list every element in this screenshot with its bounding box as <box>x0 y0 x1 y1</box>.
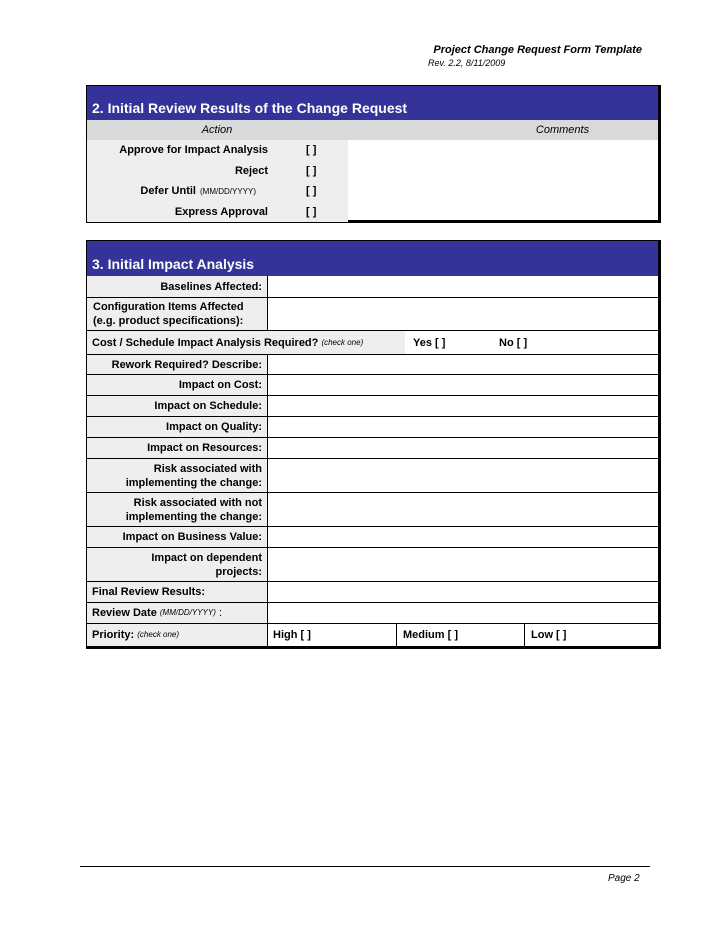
review-comment-field[interactable] <box>348 202 658 223</box>
risk-with-label: Risk associated with implementing the change: <box>87 459 268 492</box>
document-title: Project Change Request Form Template <box>433 44 642 56</box>
risk-without-field[interactable] <box>268 493 658 526</box>
review-comment-field[interactable] <box>348 140 658 161</box>
review-option-row[interactable] <box>87 161 658 182</box>
impact-dependent-field[interactable] <box>268 548 658 581</box>
review-option-row[interactable] <box>87 181 658 202</box>
review-option-checkbox[interactable]: [ ] <box>268 181 348 202</box>
impact-business-label: Impact on Business Value: <box>87 527 268 547</box>
yes-checkbox[interactable]: Yes [ ] <box>413 336 446 349</box>
final-review-field[interactable] <box>268 582 658 602</box>
review-option-label: Approve for Impact Analysis <box>119 144 268 157</box>
priority-high-checkbox[interactable]: High [ ] <box>268 624 397 646</box>
risk-with-field[interactable] <box>268 459 658 492</box>
baselines-field[interactable] <box>268 276 658 297</box>
no-checkbox[interactable]: No [ ] <box>499 336 528 349</box>
review-option-row[interactable] <box>87 202 658 223</box>
risk-without-row <box>87 492 658 526</box>
review-option-checkbox[interactable]: [ ] <box>268 140 348 161</box>
cost-schedule-row <box>87 330 658 354</box>
impact-dependent-label: Impact on dependent projects: <box>87 548 268 581</box>
review-date-format: (MM/DD/YYYY) <box>159 608 216 617</box>
risk-with-row <box>87 458 658 492</box>
impact-schedule-label: Impact on Schedule: <box>87 396 268 416</box>
review-option-checkbox[interactable]: [ ] <box>268 161 348 182</box>
rework-row <box>87 354 658 374</box>
impact-resources-field[interactable] <box>268 438 658 458</box>
review-option-label: Express Approval <box>174 205 268 218</box>
priority-label: Priority: <box>92 629 135 641</box>
impact-resources-row <box>87 437 658 458</box>
priority-medium-checkbox[interactable]: Medium [ ] <box>397 624 525 646</box>
priority-row <box>87 623 658 646</box>
check-one-hint: (check one) <box>321 338 364 347</box>
page-number: Page 2 <box>608 873 640 884</box>
document-revision: Rev. 2.2, 8/11/2009 <box>428 58 506 68</box>
section-3-title: 3. Initial Impact Analysis <box>87 241 658 276</box>
priority-label-cell <box>87 624 268 646</box>
review-date-label-cell <box>87 603 268 623</box>
priority-low-checkbox[interactable]: Low [ ] <box>531 629 567 641</box>
impact-quality-row <box>87 416 658 437</box>
impact-dependent-row <box>87 547 658 581</box>
footer-divider <box>80 866 650 867</box>
comments-column-header: Comments <box>535 124 590 136</box>
review-comment-field[interactable] <box>348 181 658 202</box>
review-date-label: Review Date <box>92 607 157 619</box>
impact-business-row <box>87 526 658 547</box>
impact-cost-row <box>87 374 658 395</box>
impact-resources-label: Impact on Resources: <box>87 438 268 458</box>
impact-business-field[interactable] <box>268 527 658 547</box>
review-date-colon: : <box>218 607 222 619</box>
config-items-label: Configuration Items Affected (e.g. product specifications): <box>87 298 268 330</box>
section-2-title: 2. Initial Review Results of the Change Request <box>87 86 658 120</box>
impact-cost-label: Impact on Cost: <box>87 375 268 395</box>
risk-without-label: Risk associated with not implementing the change: <box>87 493 268 526</box>
baselines-row <box>87 276 658 297</box>
impact-quality-label: Impact on Quality: <box>87 417 268 437</box>
impact-analysis-section <box>86 240 661 649</box>
review-option-checkbox[interactable]: [ ] <box>268 202 348 223</box>
final-review-row <box>87 581 658 602</box>
review-date-field[interactable] <box>268 603 658 623</box>
impact-schedule-field[interactable] <box>268 396 658 416</box>
impact-quality-field[interactable] <box>268 417 658 437</box>
initial-review-section <box>86 85 661 223</box>
column-headers <box>87 120 658 140</box>
review-option-row[interactable] <box>87 140 658 161</box>
priority-check-hint: (check one) <box>137 630 180 639</box>
config-items-row <box>87 297 658 330</box>
impact-schedule-row <box>87 395 658 416</box>
cost-schedule-label-cell <box>87 331 405 354</box>
review-option-label: Reject <box>234 164 268 177</box>
document-header <box>380 44 642 68</box>
review-comment-field[interactable] <box>348 161 658 182</box>
impact-cost-field[interactable] <box>268 375 658 395</box>
rework-label: Rework Required? Describe: <box>87 355 268 374</box>
rework-field[interactable] <box>268 355 658 374</box>
config-items-field[interactable] <box>268 298 658 330</box>
review-date-row <box>87 602 658 623</box>
review-option-label: Defer Until <box>140 185 196 198</box>
date-format-hint: (MM/DD/YYYY) <box>200 186 256 196</box>
baselines-label: Baselines Affected: <box>87 276 268 297</box>
final-review-label: Final Review Results: <box>87 582 268 602</box>
cost-schedule-label: Cost / Schedule Impact Analysis Required? <box>92 336 319 349</box>
action-column-header: Action <box>201 124 233 136</box>
